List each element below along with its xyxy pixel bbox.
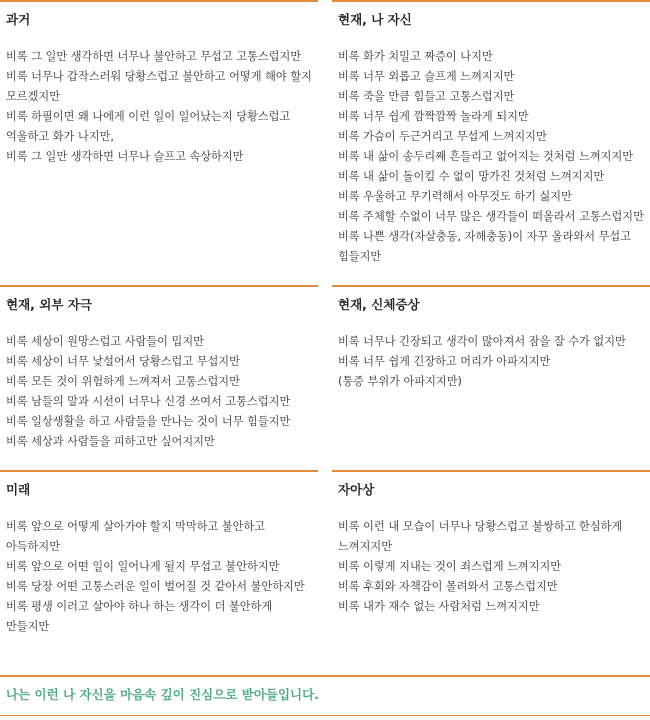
statement-line: 비록 주체할 수없이 너무 많은 생각들이 떠올라서 고통스럽지만 [338, 210, 644, 223]
statement-line: 비록 이런 내 모습이 너무나 당황스럽고 불쌍하고 한심하게 느껴지지만 [338, 520, 623, 553]
row-1 [0, 0, 650, 285]
section-body [6, 47, 312, 167]
section-body [338, 517, 644, 617]
section-present-external [0, 285, 318, 470]
section-title: 과거 [6, 12, 31, 27]
statement-line: 비록 그 일만 생각하면 너무나 슬프고 속상하지만 [6, 150, 244, 163]
statement-line: 비록 앞으로 어떤 일이 일어나게 될지 무섭고 불안하지만 [6, 560, 280, 573]
section-body [6, 332, 312, 452]
acceptance-statement: 나는 이런 나 자신을 마음속 깊이 진심으로 받아들입니다. [6, 687, 319, 702]
statement-line: 비록 내 삶이 송두리째 흔들리고 없어지는 것처럼 느껴지지만 [338, 150, 634, 163]
statement-line: 비록 하필이면 왜 나에게 이런 일이 일어났는지 당황스럽고 억울하고 화가 나지만, [6, 110, 291, 143]
statement-line: 비록 세상이 원망스럽고 사람들이 밉지만 [6, 335, 204, 348]
statement-line: 비록 앞으로 어떻게 살아가야 할지 막막하고 불안하고 아득하지만 [6, 520, 266, 553]
section-body [338, 332, 644, 392]
section-title: 미래 [6, 482, 31, 497]
statement-line: (통증 부위가 아파지지만) [338, 375, 462, 388]
statement-line: 비록 당장 어떤 고통스러운 일이 벌어질 것 같아서 불안하지만 [6, 580, 305, 593]
statement-line: 비록 화가 치밀고 짜증이 나지만 [338, 50, 493, 63]
statement-line: 비록 너무 쉽게 깜짝깜짝 놀라게 되지만 [338, 110, 529, 123]
statement-line: 비록 너무나 긴장되고 생각이 많아져서 잠을 잘 수가 없지만 [338, 335, 626, 348]
section-present-physical [332, 285, 650, 470]
statement-line: 비록 이렇게 지내는 것이 죄스럽게 느껴지지만 [338, 560, 562, 573]
row-2 [0, 285, 650, 470]
section-title: 현재, 신체증상 [338, 297, 420, 312]
statement-line: 비록 우울하고 무기력해서 아무것도 하기 싫지만 [338, 190, 572, 203]
statement-line: 비록 가슴이 두근거리고 무섭게 느껴지지만 [338, 130, 547, 143]
statement-line: 비록 내가 재수 없는 사람처럼 느껴지지만 [338, 600, 540, 613]
statement-line: 비록 세상이 너무 낯설어서 당황스럽고 무섭지만 [6, 355, 240, 368]
statement-line: 비록 평생 이러고 살아야 하나 하는 생각이 더 불안하게 만들지만 [6, 600, 273, 633]
section-body [6, 517, 312, 637]
statement-line: 비록 내 삶이 돌이킬 수 없이 망가진 것처럼 느껴지지만 [338, 170, 605, 183]
section-self-image [332, 470, 650, 675]
footer-divider [0, 715, 650, 716]
section-title: 자아상 [338, 482, 375, 497]
statement-line: 비록 그 일만 생각하면 너무나 불안하고 무섭고 고통스럽지만 [6, 50, 302, 63]
section-present-self [332, 0, 650, 285]
section-past [0, 0, 318, 285]
statement-line: 비록 나쁜 생각(자살충동, 자해충동)이 자꾸 올라와서 무섭고 힘들지만 [338, 230, 631, 263]
section-title: 현재, 외부 자극 [6, 297, 92, 312]
statement-line: 비록 너무 외롭고 슬프게 느껴지지만 [338, 70, 515, 83]
statement-line: 비록 너무 쉽게 긴장하고 머리가 아파지지만 [338, 355, 551, 368]
statement-line: 비록 세상과 사람들을 피하고만 싶어지지만 [6, 435, 215, 448]
statement-line: 비록 죽을 만큼 힘들고 고통스럽지만 [338, 90, 515, 103]
row-3 [0, 470, 650, 675]
section-body [338, 47, 644, 267]
statement-line: 비록 남들의 말과 시선이 너무나 신경 쓰여서 고통스럽지만 [6, 395, 291, 408]
statement-line: 비록 너무나 갑작스러워 당황스럽고 불안하고 어떻게 해야 할지 모르겠지만 [6, 70, 312, 103]
statement-line: 비록 일상생활을 하고 사람들을 만나는 것이 너무 힘들지만 [6, 415, 291, 428]
statement-line: 비록 모든 것이 위험하게 느껴져서 고통스럽지만 [6, 375, 240, 388]
section-title: 현재, 나 자신 [338, 12, 412, 27]
statement-line: 비록 후회와 자책감이 몰려와서 고통스럽지만 [338, 580, 558, 593]
acceptance-footer [0, 675, 650, 720]
section-future [0, 470, 318, 675]
